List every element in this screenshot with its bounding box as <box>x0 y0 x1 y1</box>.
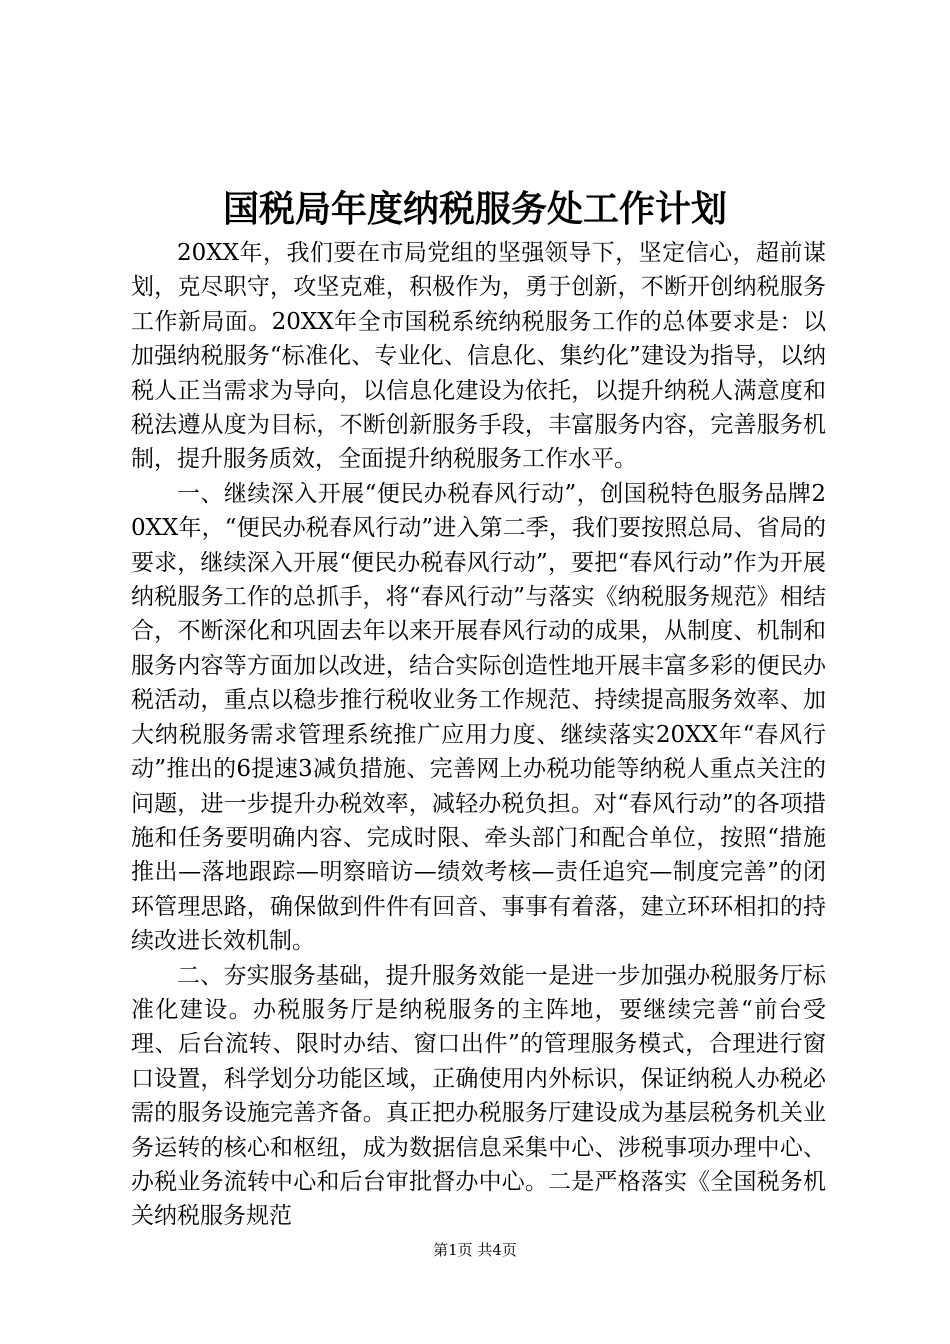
document-body <box>131 236 826 1234</box>
paragraph-intro: 20XX年，我们要在市局党组的坚强领导下，坚定信心，超前谋划，克尽职守，攻坚克难，积极作为，勇于创新，不断开创纳税服务工作新局面。20XX年全市国税系统纳税服务工作的总体要求是：以加强纳税服务“标准化、专业化、信息化、集约化”建设为指导，以纳税人正当需求为导向，以信息化建设为依托，以提升纳税人满意度和税法遵从度为目标，不断创新服务手段，丰富服务内容，完善服务机制，提升服务质效，全面提升纳税服务工作水平。 <box>131 240 826 473</box>
page-number-footer: 第1页 共4页 <box>433 1241 517 1259</box>
paragraph-section-2: 二、夯实服务基础，提升服务效能一是进一步加强办税服务厅标准化建设。办税服务厅是纳税服务的主阵地，要继续完善“前台受理、后台流转、限时办结、窗口出件”的管理服务模式，合理进行窗口设置，科学划分功能区域，正确使用内外标识，保证纳税人办税必需的服务设施完善齐备。真正把办税服务厅建设成为基层税务机关业务运转的核心和枢纽，成为数据信息采集中心、涉税事项办理中心、办税业务流转中心和后台审批督办中心。二是严格落实《全国税务机关纳税服务规范 <box>131 962 826 1230</box>
paragraph-section-1: 一、继续深入开展“便民办税春风行动”，创国税特色服务品牌20XX年，“便民办税春风行动”进入第二季，我们要按照总局、省局的要求，继续深入开展“便民办税春风行动”，要把“春风行动”作为开展纳税服务工作的总抓手，将“春风行动”与落实《纳税服务规范》相结合，不断深化和巩固去年以来开展春风行动的成果，从制度、机制和服务内容等方面加以改进，结合实际创造性地开展丰富多彩的便民办税活动，重点以稳步推行税收业务工作规范、持续提高服务效率、加大纳税服务需求管理系统推广应用力度、继续落实20XX年“春风行动”推出的6提速3减负措施、完善网上办税功能等纳税人重点关注的问题，进一步提升办税效率，减轻办税负担。对“春风行动”的各项措施和任务要明确内容、完成时限、牵头部门和配合单位，按照“措施推出—落地跟踪—明察暗访—绩效考核—责任追究—制度完善”的闭环管理思路，确保做到件件有回音、事事有着落，建立环环相扣的持续改进长效机制。 <box>131 480 826 955</box>
document-title: 国税局年度纳税服务处工作计划 <box>222 188 727 230</box>
